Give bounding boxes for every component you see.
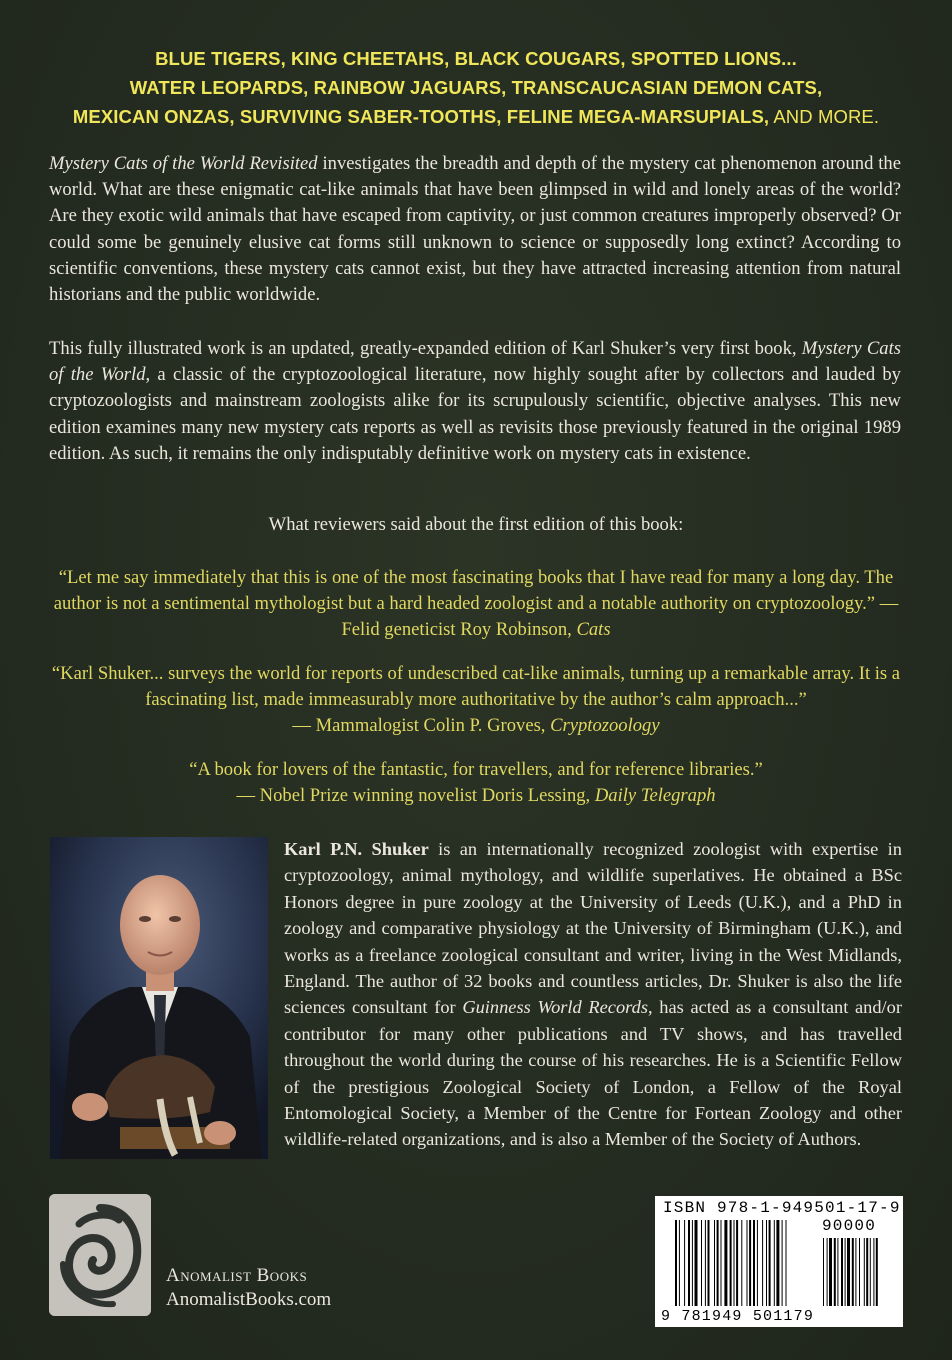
barcode-addon-bar xyxy=(859,1238,860,1306)
barcode-bar xyxy=(675,1220,677,1306)
barcode-bar xyxy=(736,1220,738,1306)
price-code-text: 90000 xyxy=(822,1217,877,1235)
barcode-bar xyxy=(734,1220,735,1306)
quote-text: “Karl Shuker... surveys the world for reports of undescribed cat-like animals, turning up a remarkable array. It is a fascinating list, made immeasurably more authoritative by the author’s calm approach...” xyxy=(51,663,901,710)
barcode-bar xyxy=(786,1220,787,1306)
publisher-name: Anomalist Books xyxy=(166,1265,308,1286)
edition-book-title: Mystery Cats of the World xyxy=(49,338,902,386)
quote-source: Cryptozoology xyxy=(550,715,660,736)
barcode-addon-bar xyxy=(876,1238,878,1306)
barcode-addon-bar xyxy=(829,1238,832,1306)
barcode-addon-bar xyxy=(834,1238,836,1306)
barcode-bar xyxy=(684,1220,685,1306)
barcode-bar xyxy=(776,1220,779,1306)
publisher-website: AnomalistBooks.com xyxy=(166,1289,332,1310)
barcode-bar xyxy=(705,1220,706,1306)
edition-paragraph xyxy=(49,336,901,467)
barcode-bar xyxy=(753,1220,755,1306)
bio-text-b: , has acted as a consultant and/or contributor for many other publications and TV shows, and has travelled throughout the world during the course of his researches. He is a Scientific Fellow of the prestigious Zoological Society of London, a Fellow of the Royal Entomological Society, a Member of the Centre for Fortean Zoology and other wildlife-related organizations, and is also a Member of the Society of Authors. xyxy=(284,997,902,1150)
barcode-bar xyxy=(749,1220,751,1306)
barcode-bar xyxy=(757,1220,758,1306)
barcode-bar xyxy=(714,1220,715,1306)
barcode-bar xyxy=(782,1220,783,1306)
quote-source: Daily Telegraph xyxy=(594,785,716,806)
intro-book-title: Mystery Cats of the World Revisited xyxy=(49,153,318,174)
barcode-bar xyxy=(717,1220,719,1306)
barcode-bar xyxy=(766,1220,767,1306)
barcode-bar xyxy=(692,1220,693,1306)
barcode-addon-bar xyxy=(852,1238,854,1306)
barcode-bar xyxy=(724,1220,727,1306)
barcode-addon-bar xyxy=(847,1238,850,1306)
author-bio xyxy=(284,836,902,1153)
headline-and-more: AND MORE. xyxy=(769,106,880,127)
edition-text-b: , a classic of the cryptozoological literature, now highly sought after by collectors and lauded by cryptozoologists and mainstream zoologists alike for its scrupulously scientific, objective analyses. This new edition examines many new mystery cats reports as well as revisits those previously featured in the original 1989 edition. As such, it remains the only indisputably definitive work on mystery cats in existence. xyxy=(49,364,901,464)
isbn-barcode xyxy=(655,1196,903,1327)
barcode-bar xyxy=(762,1220,763,1306)
author-portrait-illustration xyxy=(50,837,268,1159)
author-name: Karl P.N. Shuker xyxy=(284,839,429,859)
barcode-addon-bar xyxy=(823,1238,824,1306)
headline xyxy=(40,44,912,131)
barcode-addon-bar xyxy=(855,1238,856,1306)
edition-text-a: This fully illustrated work is an updated, greatly-expanded edition of Karl Shuker’s very first book, xyxy=(49,338,802,359)
publisher-info xyxy=(166,1264,331,1312)
barcode-bar xyxy=(721,1220,722,1306)
review-quote-1 xyxy=(40,565,912,643)
quote-source: Cats xyxy=(576,619,611,640)
quote-attribution: — Felid geneticist Roy Robinson, xyxy=(341,593,899,640)
reviewers-heading: What reviewers said about the first edition of this book: xyxy=(268,514,684,535)
barcode-addon-bar xyxy=(845,1238,846,1306)
barcode-addon-bar xyxy=(864,1238,865,1306)
barcode-bar xyxy=(688,1220,690,1306)
bio-italic: Guinness World Records xyxy=(462,997,648,1018)
barcode-digits: 9 781949 501179 xyxy=(661,1308,815,1325)
barcode-addon-bar xyxy=(873,1238,874,1306)
quote-text: “A book for lovers of the fantastic, for travellers, and for reference libraries.” xyxy=(189,759,763,780)
barcode-bar xyxy=(708,1220,710,1306)
barcode-addon-bar xyxy=(837,1238,838,1306)
intro-paragraph xyxy=(49,151,901,308)
spiral-icon xyxy=(49,1194,151,1316)
barcode-bar xyxy=(747,1220,748,1306)
bio-text-a: is an internationally recognized zoologist with expertise in cryptozoology, animal mythology, and wildlife superlatives. He obtained a BSc Honors degree in pure zoology at the University of Leeds (U.K.), and a PhD in zoology and comparative physiology at the University of Birmingham (U.K.), and works as a freelance zoological consultant and writer, living in the West Midlands, England. The author of 32 books and countless articles, Dr. Shuker is also the life sciences consultant for xyxy=(284,839,902,1018)
isbn-text: ISBN 978-1-949501-17-9 xyxy=(663,1199,901,1217)
barcode-addon-bar xyxy=(870,1238,871,1306)
headline-line-3-text: MEXICAN ONZAS, SURVIVING SABER-TOOTHS, FELINE MEGA-MARSUPIALS, xyxy=(72,106,770,127)
barcode-addon-bar xyxy=(866,1238,868,1306)
barcode-bar xyxy=(741,1220,742,1306)
barcode-addon-bar xyxy=(827,1238,828,1306)
publisher-logo xyxy=(49,1194,151,1316)
headline-line-2: WATER LEOPARDS, RAINBOW JAGUARS, TRANSCAUCASIAN DEMON CATS, xyxy=(129,77,823,98)
headline-line-3 xyxy=(40,102,912,131)
intro-text: investigates the breadth and depth of the mystery cat phenomenon around the world. What are these enigmatic cat-like animals that have been glimpsed in wild and lonely areas of the world? Are they exotic wild animals that have escaped from captivity, or just common creatures improperly observed? Or could some be genuinely elusive cat forms still unknown to science or supposedly long extinct? According to scientific conventions, these mystery cats cannot exist, but they have attracted increasing attention from natural historians and the public worldwide. xyxy=(49,153,901,306)
quote-attribution: — Mammalogist Colin P. Groves, xyxy=(292,715,551,736)
review-quote-3 xyxy=(40,757,912,809)
barcode-bar xyxy=(730,1220,732,1306)
barcode-bar xyxy=(701,1220,702,1306)
author-photo xyxy=(50,837,268,1159)
barcode-bar xyxy=(679,1220,680,1306)
quote-attribution: — Nobel Prize winning novelist Doris Lessing, xyxy=(236,785,595,806)
barcode-bar xyxy=(774,1220,775,1306)
quote-text: “Let me say immediately that this is one of the most fascinating books that I have read for many a long day. The author is not a sentimental mythologist but a hard headed zoologist and a notable authority on cryptozoology.” xyxy=(53,567,894,614)
barcode-addon-bar xyxy=(841,1238,843,1306)
review-quote-2 xyxy=(40,661,912,739)
headline-line-1: BLUE TIGERS, KING CHEETAHS, BLACK COUGARS, SPOTTED LIONS... xyxy=(155,48,797,69)
barcode-bar xyxy=(769,1220,771,1306)
barcode-bar xyxy=(695,1220,698,1306)
